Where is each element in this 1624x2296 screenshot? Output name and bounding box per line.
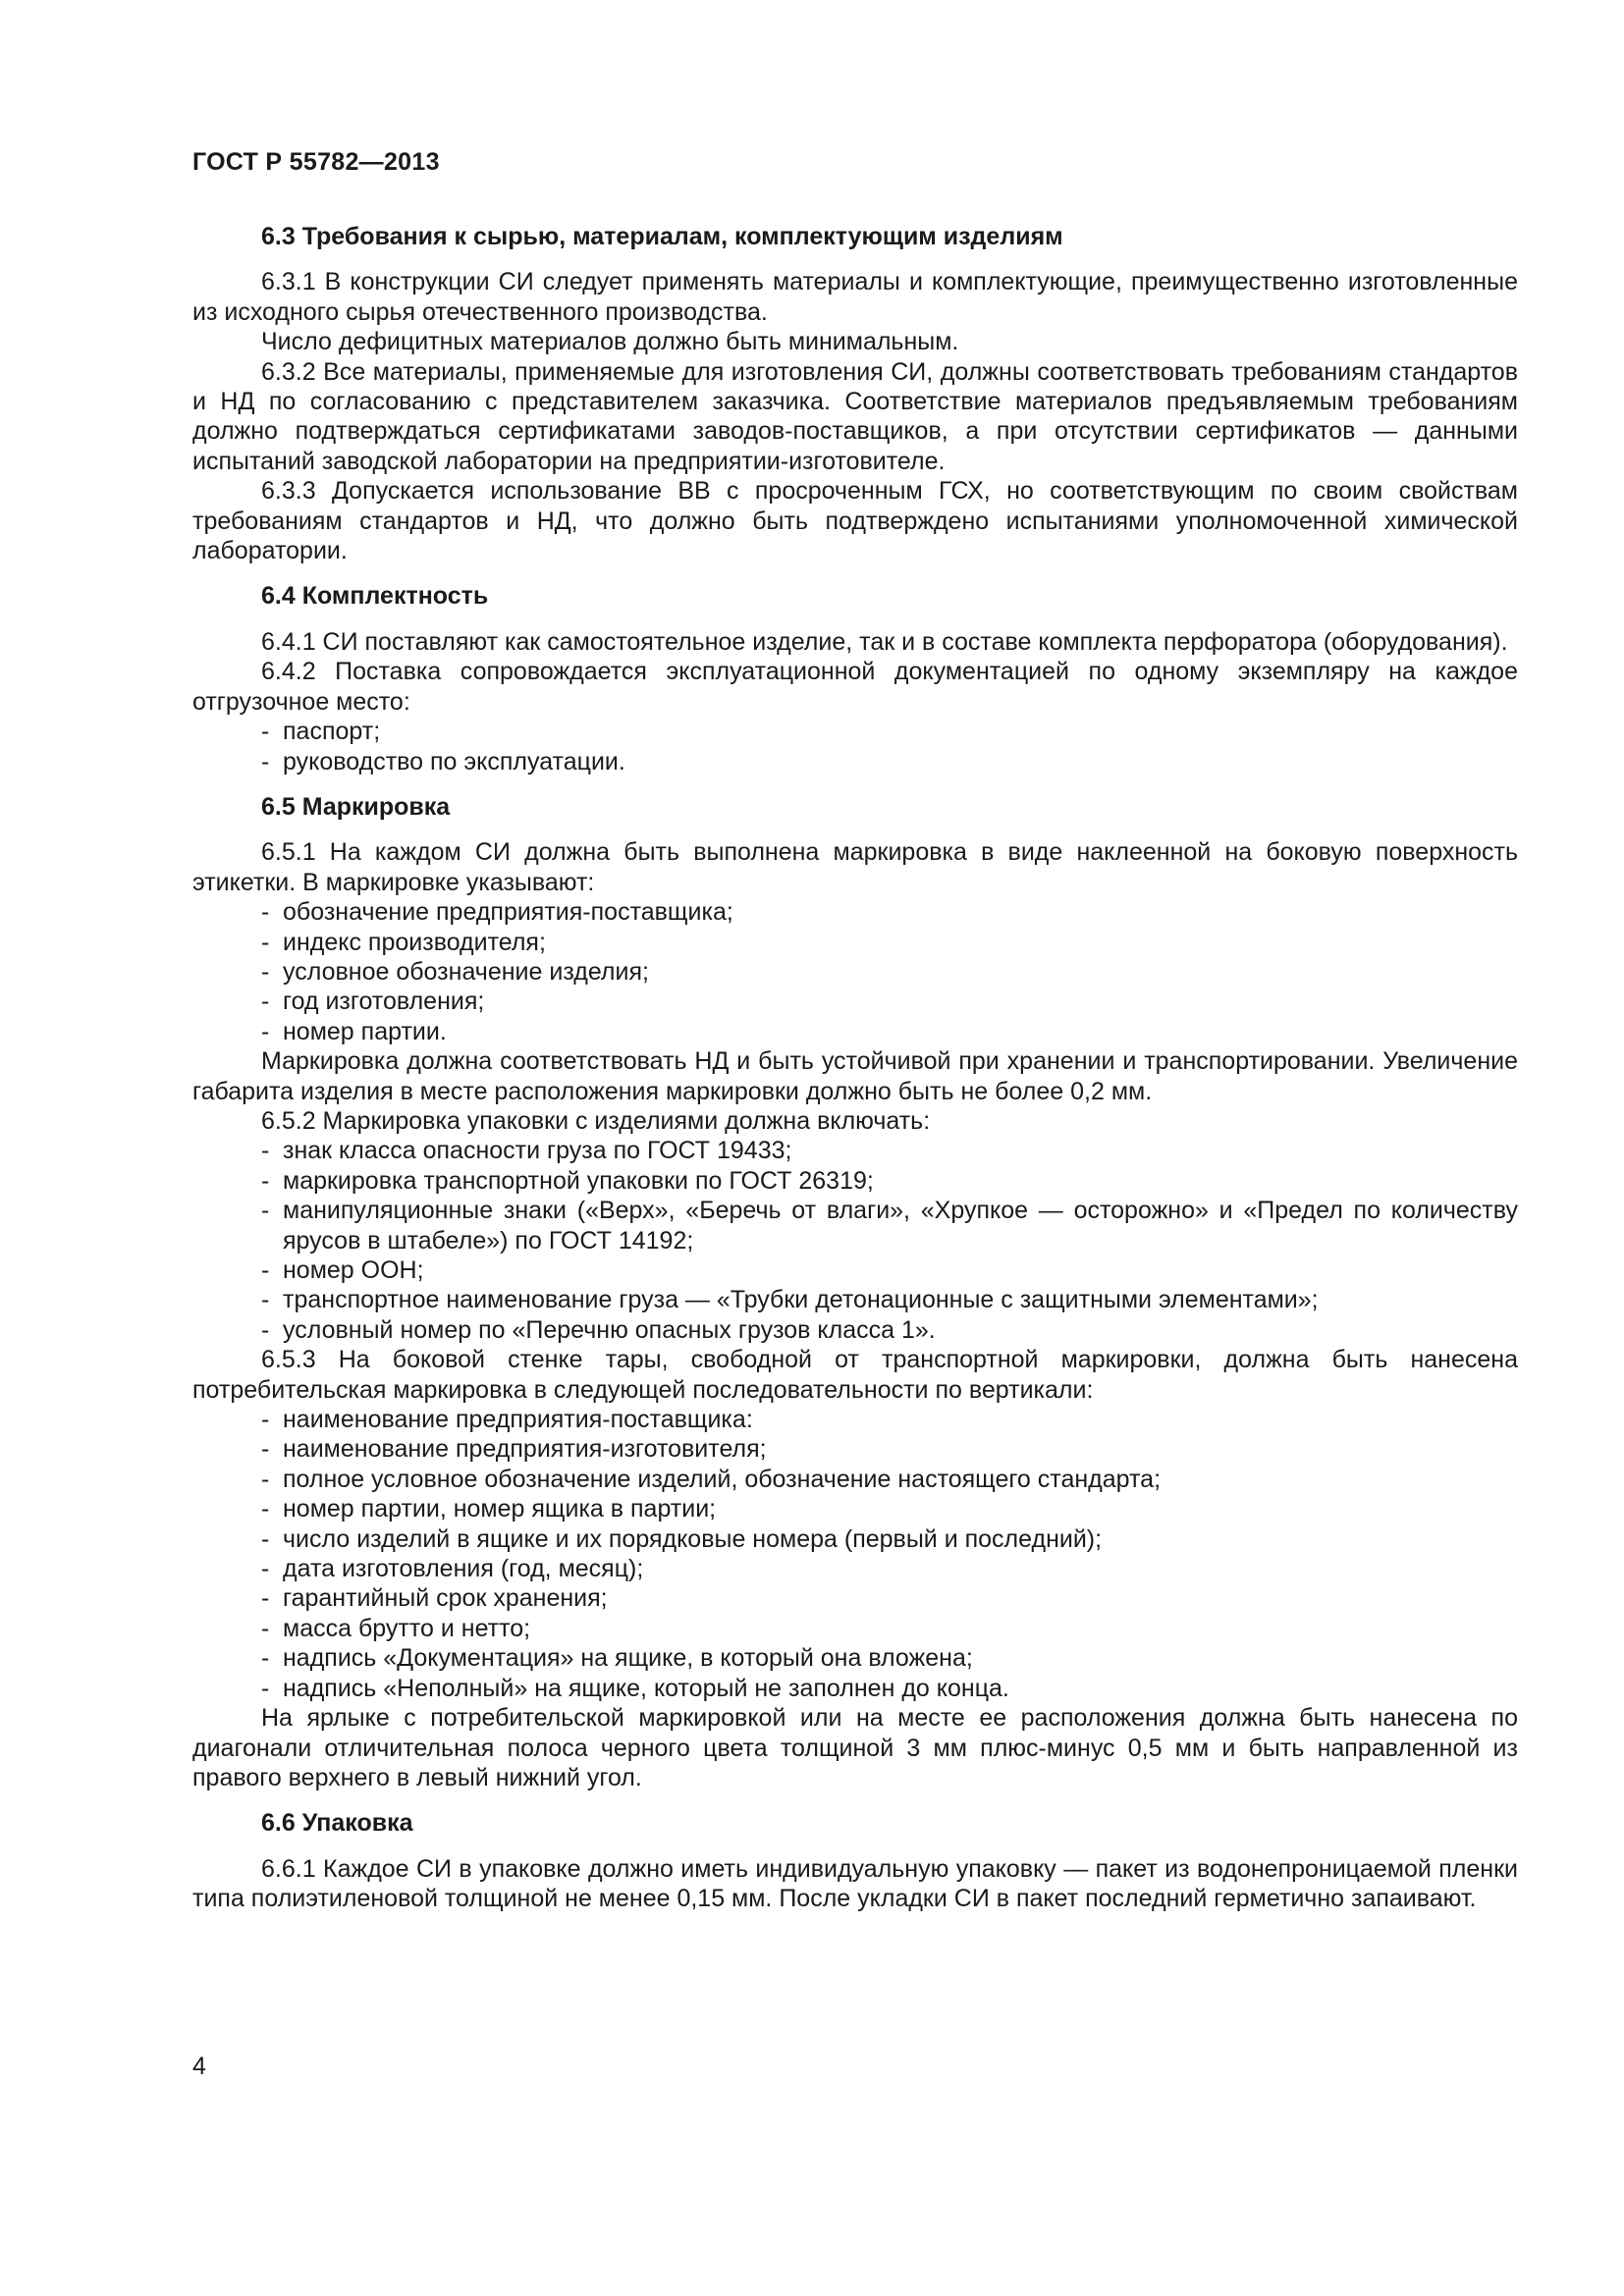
- list-item: - индекс производителя;: [261, 928, 1518, 957]
- list-item: - наименование предприятия-поставщика:: [261, 1405, 1518, 1434]
- paragraph-6-5-2: 6.5.2 Маркировка упаковки с изделиями должна включать:: [261, 1106, 931, 1135]
- list-item: - надпись «Неполный» на ящике, который не заполнен до конца.: [261, 1674, 1518, 1703]
- paragraph-6-3-2: 6.3.2 Все материалы, применяемые для изготовления СИ, должны соответствовать требованиям стандартов и НД по согласованию с представителем заказчика. Соответствие материалов предъявляемым требованиям должно подтверждаться сертификатами заводов-поставщиков, а при отсутствии сертификатов — данными испытаний заводской лаборатории на предприятии-изготовителе.: [192, 357, 1518, 475]
- list-item: - манипуляционные знаки («Верх», «Беречь от влаги», «Хрупкое — осторожно» и «Предел по количеству ярусов в штабеле») по ГОСТ 14192;: [261, 1196, 1518, 1255]
- list-item: - транспортное наименование груза — «Трубки детонационные с защитными элементами»;: [261, 1285, 1518, 1314]
- section-heading-6-4: 6.4 Комплектность: [261, 582, 489, 611]
- paragraph-6-6-1: 6.6.1 Каждое СИ в упаковке должно иметь индивидуальную упаковку — пакет из водонепроницаемой пленки типа полиэтиленовой толщиной не менее 0,15 мм. После укладки СИ в пакет последний герметично запаивают.: [192, 1854, 1518, 1913]
- list-item: - паспорт;: [261, 717, 1518, 746]
- paragraph-6-3-1: 6.3.1 В конструкции СИ следует применять материалы и комплектующие, преимущественно изготовленные из исходного сырья отечественного производства.: [192, 268, 1518, 326]
- section-heading-6-6: 6.6 Упаковка: [261, 1809, 413, 1838]
- list-item: - дата изготовления (год, месяц);: [261, 1554, 1518, 1583]
- page-number: 4: [192, 2053, 206, 2080]
- list-item: - номер партии, номер ящика в партии;: [261, 1494, 1518, 1523]
- section-heading-6-3: 6.3 Требования к сырью, материалам, комплектующим изделиям: [261, 223, 1063, 250]
- list-item: - знак класса опасности груза по ГОСТ 19433;: [261, 1136, 1518, 1165]
- list-item: - гарантийный срок хранения;: [261, 1583, 1518, 1613]
- package-marking-list: [192, 1136, 1518, 1345]
- list-item: - руководство по эксплуатации.: [261, 747, 1518, 776]
- paragraph-6-5-1: 6.5.1 На каждом СИ должна быть выполнена маркировка в виде наклеенной на боковую поверхность этикетки. В маркировке указывают:: [192, 838, 1518, 896]
- list-item: - условное обозначение изделия;: [261, 957, 1518, 987]
- paragraph-6-5-3-note: На ярлыке с потребительской маркировкой или на месте ее расположения должна быть нанесена по диагонали отличительная полоса черного цвета толщиной 3 мм плюс-минус 0,5 мм и быть направленной из правого верхнего в левый нижний угол.: [192, 1704, 1518, 1791]
- list-item: - полное условное обозначение изделий, обозначение настоящего стандарта;: [261, 1465, 1518, 1494]
- list-item: - номер ООН;: [261, 1255, 1518, 1285]
- list-item: - масса брутто и нетто;: [261, 1614, 1518, 1643]
- section-heading-6-5: 6.5 Маркировка: [261, 792, 451, 821]
- paragraph-6-3-3: 6.3.3 Допускается использование ВВ с просроченным ГСХ, но соответствующим по своим свойствам требованиям стандартов и НД, что должно быть подтверждено испытаниями уполномоченной химической лаборатории.: [192, 477, 1518, 565]
- documentation-list: [192, 717, 1518, 776]
- document-body: [192, 222, 1518, 1914]
- paragraph-6-4-1: 6.4.1 СИ поставляют как самостоятельное изделие, так и в составе комплекта перфоратора (оборудования).: [261, 627, 1508, 656]
- standard-header: ГОСТ Р 55782—2013: [192, 148, 440, 176]
- marking-list: [192, 897, 1518, 1046]
- list-item: - наименование предприятия-изготовителя;: [261, 1434, 1518, 1464]
- paragraph-6-3-1-note: Число дефицитных материалов должно быть минимальным.: [261, 328, 959, 356]
- list-item: - маркировка транспортной упаковки по ГОСТ 26319;: [261, 1166, 1518, 1196]
- list-item: - номер партии.: [261, 1017, 1518, 1046]
- list-item: - год изготовления;: [261, 987, 1518, 1016]
- paragraph-6-4-2: 6.4.2 Поставка сопровождается эксплуатационной документацией по одному экземпляру на каждое отгрузочное место:: [192, 658, 1518, 716]
- list-item: - надпись «Документация» на ящике, в который она вложена;: [261, 1643, 1518, 1673]
- consumer-marking-list: [192, 1405, 1518, 1703]
- paragraph-6-5-1-note: Маркировка должна соответствовать НД и быть устойчивой при хранении и транспортировании. Увеличение габарита изделия в месте расположения маркировки должно быть не более 0,2 мм.: [192, 1047, 1518, 1105]
- list-item: - условный номер по «Перечню опасных грузов класса 1».: [261, 1315, 1518, 1345]
- paragraph-6-5-3: 6.5.3 На боковой стенке тары, свободной от транспортной маркировки, должна быть нанесена потребительская маркировка в следующей последовательности по вертикали:: [192, 1346, 1518, 1404]
- list-item: - обозначение предприятия-поставщика;: [261, 897, 1518, 927]
- list-item: - число изделий в ящике и их порядковые номера (первый и последний);: [261, 1524, 1518, 1554]
